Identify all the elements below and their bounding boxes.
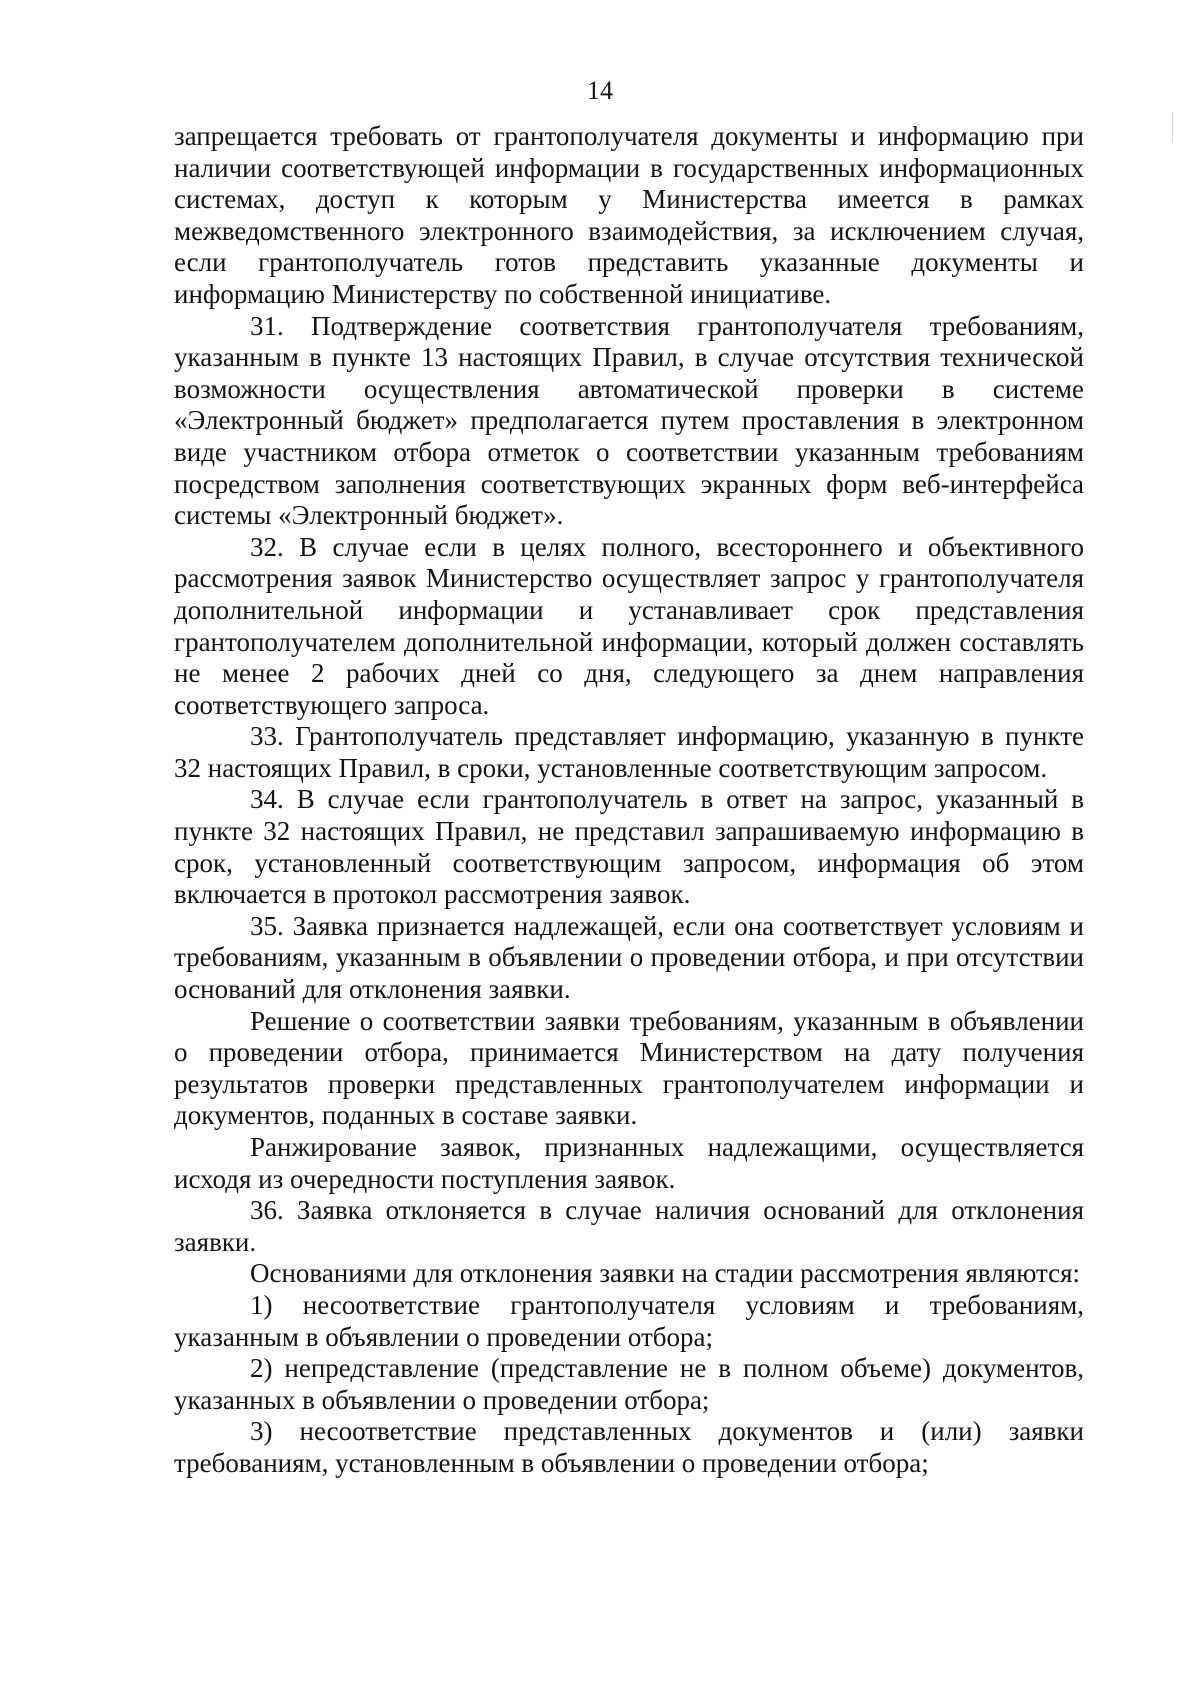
paragraph: Ранжирование заявок, признанных надлежащими, осуществляется исходя из очередности поступления заявок. [174, 1132, 1084, 1194]
paragraph: 31. Подтверждение соответствия грантополучателя требованиям, указанным в пункте 13 настоящих Правил, в случае отсутствия технической возможности осуществления автоматической проверки в системе «Электронный бюджет» предполагается путем проставления в электронном виде участником отбора отметок о соответствии указанным требованиям посредством заполнения соответствующих экранных форм веб-интерфейса системы «Электронный бюджет». [174, 310, 1084, 531]
paragraph: 36. Заявка отклоняется в случае наличия оснований для отклонения заявки. [174, 1195, 1084, 1257]
paragraph: 34. В случае если грантополучатель в ответ на запрос, указанный в пункте 32 настоящих Правил, не представил запрашиваемую информацию в срок, установленный соответствующим запросом, информация об этом включается в протокол рассмотрения заявок. [174, 784, 1084, 910]
document-body [174, 121, 1084, 1480]
paragraph: 1) несоответствие грантополучателя условиям и требованиям, указанным в объявлении о проведении отбора; [174, 1289, 1084, 1352]
paragraph: Основаниями для отклонения заявки на стадии рассмотрения являются: [250, 1258, 1081, 1289]
paragraph: 32. В случае если в целях полного, всестороннего и объективного рассмотрения заявок Министерство осуществляет запрос у грантополучателя дополнительной информации и устанавливает срок представления грантополучателем дополнительной информации, который должен составлять не менее 2 рабочих дней со дня, следующего за днем направления соответствующего запроса. [174, 531, 1084, 720]
paragraph: запрещается требовать от грантополучателя документы и информацию при наличии соответствующей информации в государственных информационных системах, доступ к которым у Министерства имеется в рамках межведомственного электронного взаимодействия, за исключением случая, если грантополучатель готов представить указанные документы и информацию Министерству по собственной инициативе. [174, 121, 1084, 309]
paragraph: 33. Грантополучатель представляет информацию, указанную в пункте 32 настоящих Правил, в сроки, установленные соответствующим запросом. [174, 721, 1084, 783]
scan-mark [1172, 112, 1173, 142]
page-number: 14 [587, 76, 613, 105]
paragraph: Решение о соответствии заявки требованиям, указанным в объявлении о проведении отбора, принимается Министерством на дату получения результатов проверки представленных грантополучателем информации и документов, поданных в составе заявки. [174, 1005, 1084, 1131]
paragraph: 2) непредставление (представление не в полном объеме) документов, указанных в объявлении о проведении отбора; [174, 1353, 1084, 1415]
paragraph: 35. Заявка признается надлежащей, если она соответствует условиям и требованиям, указанным в объявлении о проведении отбора, и при отсутствии оснований для отклонения заявки. [174, 910, 1084, 1005]
paragraph: 3) несоответствие представленных документов и (или) заявки требованиям, установленным в объявлении о проведении отбора; [174, 1416, 1084, 1478]
